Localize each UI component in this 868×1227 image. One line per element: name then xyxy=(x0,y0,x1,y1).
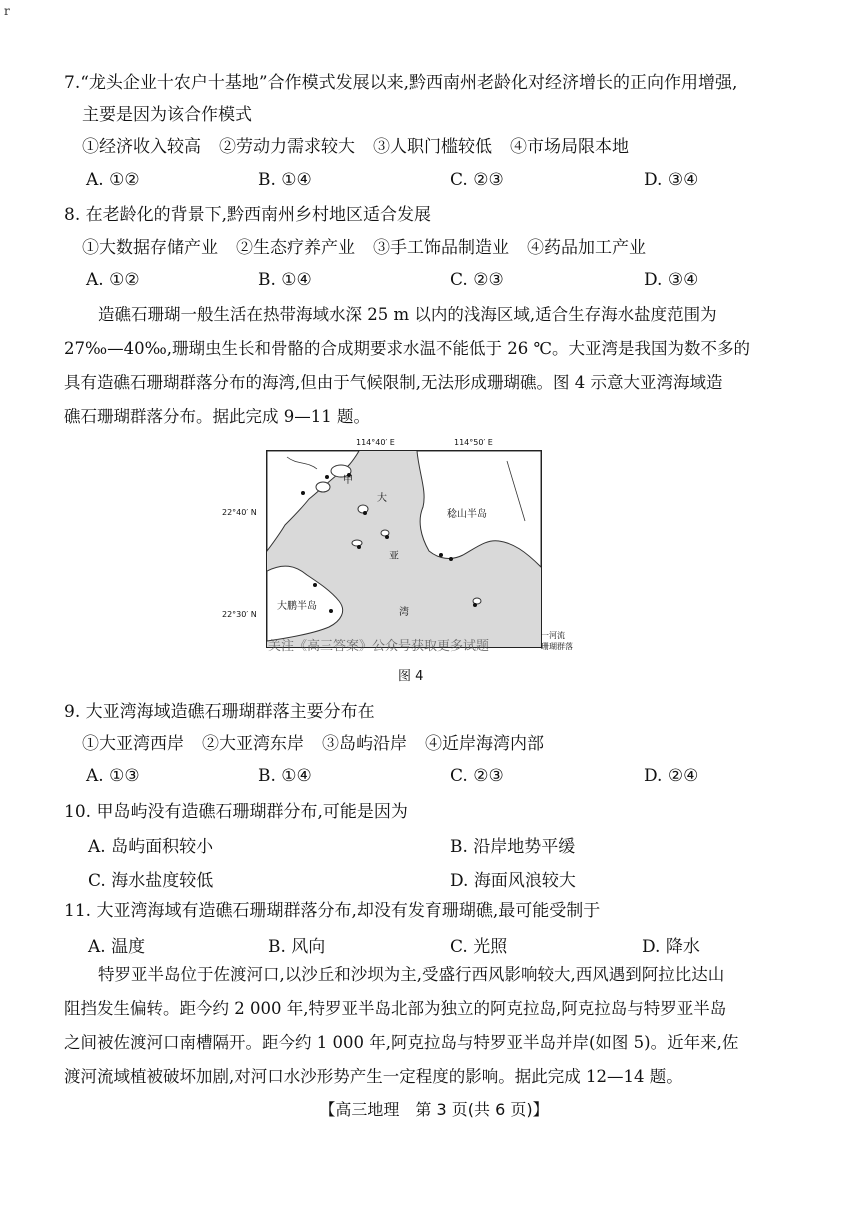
choice-b[interactable]: B. ①④ xyxy=(258,170,312,190)
question-8-choices xyxy=(86,270,706,294)
option-item: ①经济收入较高 xyxy=(82,137,201,157)
choice-b[interactable]: B. ①④ xyxy=(258,270,312,290)
choice-c[interactable]: C. ②③ xyxy=(450,766,504,786)
question-9-stem: 9. 大亚湾海域造礁石珊瑚群落主要分布在 xyxy=(64,702,375,722)
passage-line: 造礁石珊瑚一般生活在热带海域水深 25 m 以内的浅海区域,适合生存海水盐度范围为 xyxy=(98,305,717,324)
question-7-options xyxy=(82,135,647,159)
peninsula-label-west: 大鹏半岛 xyxy=(277,601,317,612)
latitude-label: 22°40′ N xyxy=(222,508,257,517)
choice-a[interactable]: A. 温度 xyxy=(88,937,146,957)
question-10-choices-row1 xyxy=(88,832,768,858)
question-10-stem: 10. 甲岛屿没有造礁石珊瑚群分布,可能是因为 xyxy=(64,802,408,822)
question-8-stem: 8. 在老龄化的背景下,黔西南州乡村地区适合发展 xyxy=(64,205,432,225)
choice-c[interactable]: C. ②③ xyxy=(450,170,504,190)
option-item: ④药品加工产业 xyxy=(527,238,646,258)
peninsula-label-east: 稔山半岛 xyxy=(447,509,487,520)
passage-troia xyxy=(64,958,764,1094)
choice-b[interactable]: B. 沿岸地势平缓 xyxy=(450,837,576,857)
choice-d[interactable]: D. 海面风浪较大 xyxy=(450,871,576,891)
bay-label-wan: 湾 xyxy=(399,607,409,618)
option-item: ③手工饰品制造业 xyxy=(373,238,509,258)
passage-line: 特罗亚半岛位于佐渡河口,以沙丘和沙坝为主,受盛行西风影响较大,西风遇到阿拉比达山 xyxy=(98,965,725,984)
question-9-choices xyxy=(86,766,706,790)
legend-river: 一河流 xyxy=(541,631,565,640)
watermark: 关注《高三答案》公众号获取更多试题 xyxy=(268,639,490,654)
legend-coral: 珊瑚群落 xyxy=(541,642,573,651)
passage-line: 之间被佐渡河口南槽隔开。距今约 1 000 年,阿克拉岛与特罗亚半岛并岸(如图 5)。近年来,佐 xyxy=(64,1033,739,1052)
option-item: ②劳动力需求较大 xyxy=(219,137,355,157)
choice-d[interactable]: D. ③④ xyxy=(644,170,699,190)
option-item: ④近岸海湾内部 xyxy=(425,734,544,754)
island-jia-label: 甲 xyxy=(343,475,353,486)
corner-mark: r xyxy=(4,4,10,18)
passage-line: 礁石珊瑚群落分布。据此完成 9—11 题。 xyxy=(64,407,370,426)
choice-d[interactable]: D. ②④ xyxy=(644,766,699,786)
choice-b[interactable]: B. ①④ xyxy=(258,766,312,786)
question-7-stem: 7.“龙头企业十农户十基地”合作模式发展以来,黔西南州老龄化对经济增长的正向作用增强, xyxy=(64,73,738,93)
choice-c[interactable]: C. ②③ xyxy=(450,270,504,290)
question-11-choices xyxy=(88,932,708,956)
option-item: ①大亚湾西岸 xyxy=(82,734,184,754)
option-item: ③人职门槛较低 xyxy=(373,137,492,157)
choice-a[interactable]: A. ①② xyxy=(86,170,140,190)
option-item: ②大亚湾东岸 xyxy=(202,734,304,754)
option-item: ④市场局限本地 xyxy=(510,137,629,157)
choice-b[interactable]: B. 风向 xyxy=(268,937,326,957)
question-10-choices-row2 xyxy=(88,866,768,892)
map-legend xyxy=(541,630,573,652)
choice-c[interactable]: C. 海水盐度较低 xyxy=(88,871,214,891)
choice-a[interactable]: A. 岛屿面积较小 xyxy=(88,837,214,857)
passage-line: 具有造礁石珊瑚群落分布的海湾,但由于气候限制,无法形成珊瑚礁。图 4 示意大亚湾海域造 xyxy=(64,373,723,392)
passage-line: 27‰—40‰,珊瑚虫生长和骨骼的合成期要求水温不能低于 26 ℃。大亚湾是我国为数不多的 xyxy=(64,339,750,358)
choice-d[interactable]: D. 降水 xyxy=(642,937,700,957)
longitude-label: 114°50′ E xyxy=(454,438,493,447)
question-7-choices xyxy=(86,170,706,194)
choice-c[interactable]: C. 光照 xyxy=(450,937,508,957)
map-frame xyxy=(266,450,542,648)
bay-label-ya: 亚 xyxy=(389,551,399,562)
passage-line: 渡河流域植被破坏加剧,对河口水沙形势产生一定程度的影响。据此完成 12—14 题。 xyxy=(64,1067,683,1086)
choice-d[interactable]: D. ③④ xyxy=(644,270,699,290)
figure-caption: 图 4 xyxy=(398,669,424,684)
option-item: ①大数据存储产业 xyxy=(82,238,218,258)
question-7-stem-cont: 主要是因为该合作模式 xyxy=(82,105,252,125)
page-footer: 【高三地理 第 3 页(共 6 页)】 xyxy=(319,1100,549,1119)
passage-line: 阻挡发生偏转。距今约 2 000 年,特罗亚半岛北部为独立的阿克拉岛,阿克拉岛与特罗亚半岛 xyxy=(64,999,727,1018)
latitude-label: 22°30′ N xyxy=(222,610,257,619)
choice-a[interactable]: A. ①② xyxy=(86,270,140,290)
option-item: ③岛屿沿岸 xyxy=(322,734,407,754)
question-11-stem: 11. 大亚湾海域有造礁石珊瑚群落分布,却没有发育珊瑚礁,最可能受制于 xyxy=(64,901,601,921)
choice-a[interactable]: A. ①③ xyxy=(86,766,140,786)
longitude-label: 114°40′ E xyxy=(356,438,395,447)
question-8-options xyxy=(82,236,664,260)
passage-coral xyxy=(64,298,764,434)
question-9-options xyxy=(82,732,562,756)
bay-label-da: 大 xyxy=(377,493,387,504)
option-item: ②生态疗养产业 xyxy=(236,238,355,258)
